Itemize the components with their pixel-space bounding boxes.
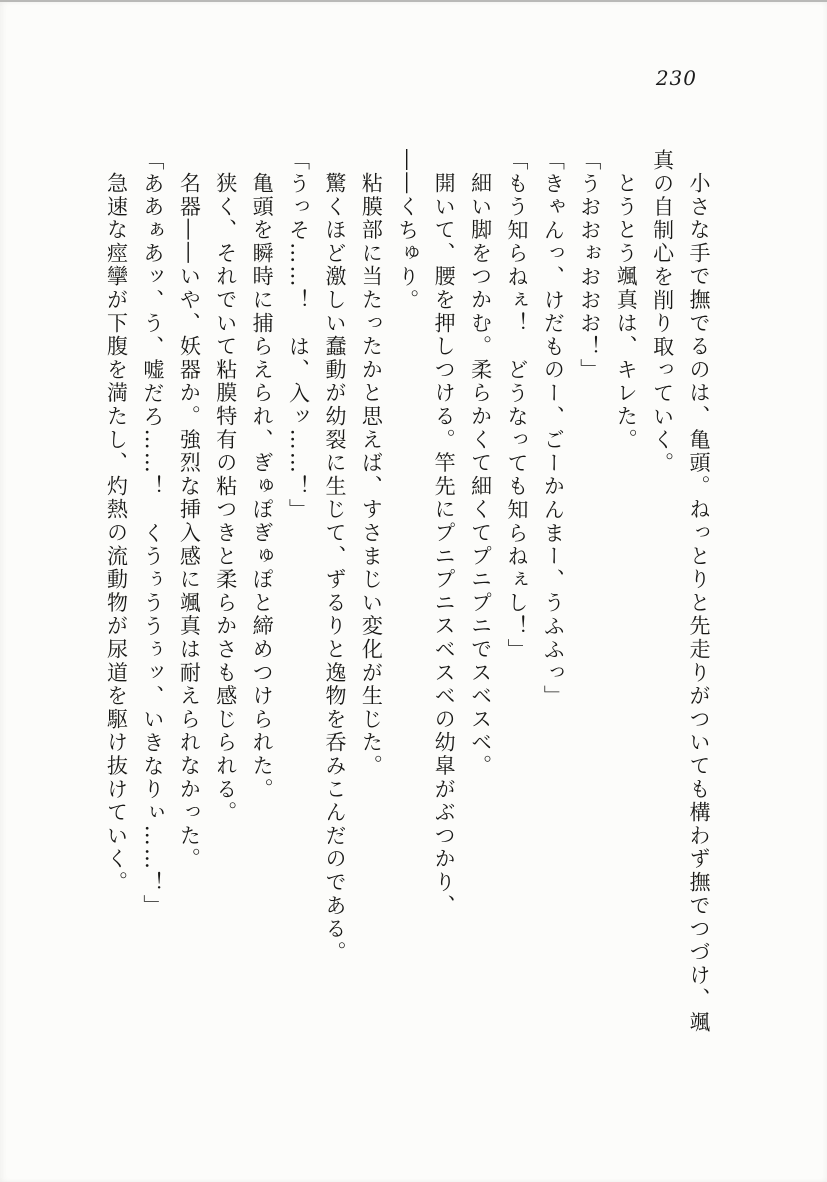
text-line: とうとう颯真は、キレた。 (614, 172, 639, 452)
text-line: 小さな手で撫でるのは、亀頭。ねっとりと先走りがついても構わず撫でつづけ、颯 (687, 172, 711, 1035)
text-line: 驚くほど激しい蠢動が幼裂に生じて、ずるりと逸物を呑みこんだのである。 (322, 172, 347, 965)
text-line: 真の自制心を削り取っていく。 (650, 149, 675, 476)
text-line: 狭く、それでいて粘膜特有の粘つきと柔らかさも感じられる。 (213, 172, 238, 825)
text-line: ――くちゅり。 (395, 149, 420, 313)
text-line: 「うっそ……！ は、入ッ……！」 (286, 149, 311, 522)
text-line: 「ああぁあッ、う、嘘だろ……！ くうぅううぅッ、いきなりぃ……！」 (140, 149, 165, 918)
text-line: 細い脚をつかむ。柔らかくて細くてプニプニでスベスベ。 (468, 172, 493, 779)
text-line: 開いて、腰を押しつける。竿先にプニプニスベスベの幼皐がぶつかり、 (432, 172, 457, 918)
text-line: 「きゃんっ、けだものー、ごーかんまー、うふふっ」 (541, 149, 566, 709)
text-line: 急速な痙攣が下腹を満たし、灼熱の流動物が尿道を駆け抜けていく。 (104, 172, 129, 895)
text-line: 「もう知らねぇ！ どうなっても知らねぇし！」 (504, 149, 529, 662)
page-number: 230 (655, 66, 697, 90)
vertical-text-block (98, 149, 717, 1037)
text-line: 粘膜部に当たったかと思えば、すさまじい変化が生じた。 (359, 172, 384, 779)
text-line: 亀頭を瞬時に捕らえられ、ぎゅぽぎゅぽと締めつけられた。 (250, 172, 275, 802)
text-line: 「うおおぉおおお！」 (577, 149, 602, 382)
text-line: 名器――いや、妖器か。強烈な挿入感に颯真は耐えられなかった。 (177, 172, 202, 872)
